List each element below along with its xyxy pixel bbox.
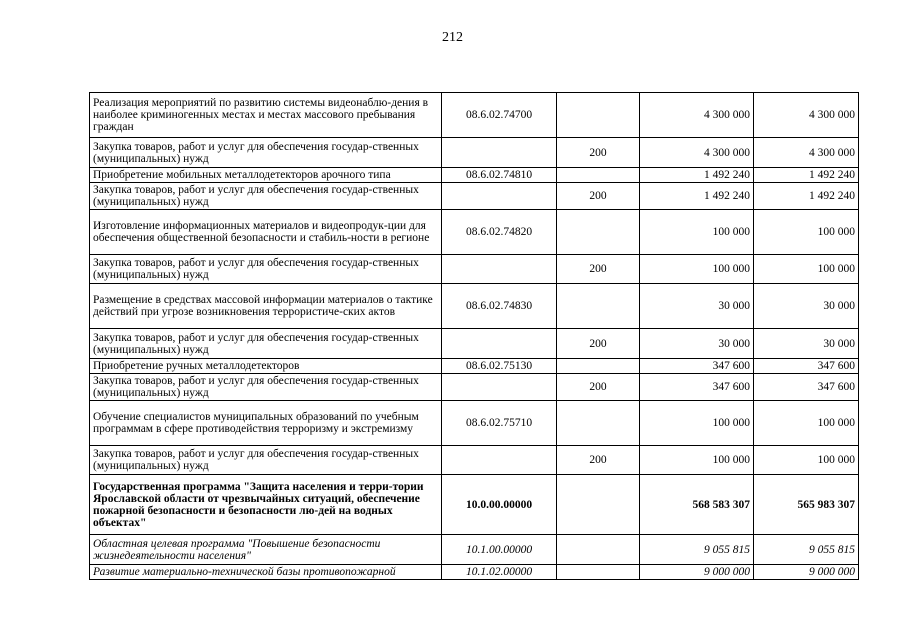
row-code bbox=[442, 329, 557, 359]
row-name: Закупка товаров, работ и услуг для обеспечения государ-ственных (муниципальных) нужд bbox=[90, 255, 442, 284]
table-row bbox=[90, 168, 859, 183]
row-expense-type bbox=[557, 565, 640, 580]
row-expense-type: 200 bbox=[557, 183, 640, 210]
row-code: 08.6.02.74810 bbox=[442, 168, 557, 183]
table-row bbox=[90, 255, 859, 284]
row-name: Закупка товаров, работ и услуг для обеспечения государ-ственных (муниципальных) нужд bbox=[90, 329, 442, 359]
row-sum-2: 4 300 000 bbox=[754, 138, 859, 168]
row-code: 10.0.00.00000 bbox=[442, 475, 557, 535]
table-row bbox=[90, 329, 859, 359]
row-expense-type bbox=[557, 535, 640, 565]
row-sum-1: 568 583 307 bbox=[640, 475, 754, 535]
row-name: Обучение специалистов муниципальных образований по учебным программам в сфере противодействия терроризму и экстремизму bbox=[90, 401, 442, 446]
row-name: Областная целевая программа "Повышение безопасности жизнедеятельности населения" bbox=[90, 535, 442, 565]
row-sum-1: 347 600 bbox=[640, 374, 754, 401]
row-sum-1: 30 000 bbox=[640, 284, 754, 329]
row-sum-1: 1 492 240 bbox=[640, 183, 754, 210]
row-sum-1: 30 000 bbox=[640, 329, 754, 359]
row-sum-2: 100 000 bbox=[754, 446, 859, 475]
table-row bbox=[90, 284, 859, 329]
row-code bbox=[442, 255, 557, 284]
row-expense-type: 200 bbox=[557, 374, 640, 401]
row-sum-1: 4 300 000 bbox=[640, 93, 754, 138]
row-sum-2: 1 492 240 bbox=[754, 183, 859, 210]
row-name: Реализация мероприятий по развитию системы видеонаблю-дения в наиболее криминогенных местах и местах массового пребывания граждан bbox=[90, 93, 442, 138]
row-sum-1: 100 000 bbox=[640, 210, 754, 255]
row-code: 08.6.02.74820 bbox=[442, 210, 557, 255]
row-sum-1: 100 000 bbox=[640, 401, 754, 446]
row-code: 08.6.02.75130 bbox=[442, 359, 557, 374]
row-name: Закупка товаров, работ и услуг для обеспечения государ-ственных (муниципальных) нужд bbox=[90, 446, 442, 475]
page-number: 212 bbox=[442, 30, 463, 45]
row-name: Приобретение мобильных металлодетекторов арочного типа bbox=[90, 168, 442, 183]
row-sum-2: 9 055 815 bbox=[754, 535, 859, 565]
row-expense-type: 200 bbox=[557, 446, 640, 475]
row-sum-2: 9 000 000 bbox=[754, 565, 859, 580]
row-code: 08.6.02.74830 bbox=[442, 284, 557, 329]
row-sum-2: 347 600 bbox=[754, 374, 859, 401]
row-name: Приобретение ручных металлодетекторов bbox=[90, 359, 442, 374]
row-sum-1: 347 600 bbox=[640, 359, 754, 374]
table-row bbox=[90, 475, 859, 535]
table-row bbox=[90, 210, 859, 255]
row-sum-2: 100 000 bbox=[754, 401, 859, 446]
row-sum-1: 1 492 240 bbox=[640, 168, 754, 183]
row-sum-1: 100 000 bbox=[640, 255, 754, 284]
row-sum-2: 1 492 240 bbox=[754, 168, 859, 183]
row-sum-1: 100 000 bbox=[640, 446, 754, 475]
table-row bbox=[90, 446, 859, 475]
row-code bbox=[442, 183, 557, 210]
row-expense-type: 200 bbox=[557, 255, 640, 284]
row-expense-type: 200 bbox=[557, 329, 640, 359]
row-expense-type bbox=[557, 475, 640, 535]
row-code bbox=[442, 138, 557, 168]
row-expense-type bbox=[557, 168, 640, 183]
row-code: 08.6.02.74700 bbox=[442, 93, 557, 138]
row-sum-1: 9 000 000 bbox=[640, 565, 754, 580]
table-row bbox=[90, 374, 859, 401]
row-name: Закупка товаров, работ и услуг для обеспечения государ-ственных (муниципальных) нужд bbox=[90, 138, 442, 168]
budget-table bbox=[89, 92, 859, 580]
row-code bbox=[442, 446, 557, 475]
row-sum-1: 4 300 000 bbox=[640, 138, 754, 168]
row-sum-2: 30 000 bbox=[754, 284, 859, 329]
table-row bbox=[90, 138, 859, 168]
row-name: Размещение в средствах массовой информации материалов о тактике действий при угрозе возникновения террористиче-ских актов bbox=[90, 284, 442, 329]
table-row bbox=[90, 93, 859, 138]
row-expense-type bbox=[557, 401, 640, 446]
row-name: Закупка товаров, работ и услуг для обеспечения государ-ственных (муниципальных) нужд bbox=[90, 183, 442, 210]
row-code bbox=[442, 374, 557, 401]
row-expense-type bbox=[557, 359, 640, 374]
table-row bbox=[90, 565, 859, 580]
row-expense-type: 200 bbox=[557, 138, 640, 168]
row-name: Развитие материально-технической базы противопожарной bbox=[90, 565, 442, 580]
row-sum-2: 100 000 bbox=[754, 210, 859, 255]
row-code: 08.6.02.75710 bbox=[442, 401, 557, 446]
row-sum-2: 100 000 bbox=[754, 255, 859, 284]
row-name: Изготовление информационных материалов и видеопродук-ции для обеспечения общественной безопасности и стабиль-ности в регионе bbox=[90, 210, 442, 255]
row-sum-1: 9 055 815 bbox=[640, 535, 754, 565]
table-row bbox=[90, 535, 859, 565]
row-expense-type bbox=[557, 210, 640, 255]
row-expense-type bbox=[557, 284, 640, 329]
row-code: 10.1.00.00000 bbox=[442, 535, 557, 565]
row-name: Закупка товаров, работ и услуг для обеспечения государ-ственных (муниципальных) нужд bbox=[90, 374, 442, 401]
row-sum-2: 30 000 bbox=[754, 329, 859, 359]
row-sum-2: 4 300 000 bbox=[754, 93, 859, 138]
row-expense-type bbox=[557, 93, 640, 138]
row-sum-2: 565 983 307 bbox=[754, 475, 859, 535]
table-row bbox=[90, 359, 859, 374]
row-sum-2: 347 600 bbox=[754, 359, 859, 374]
row-code: 10.1.02.00000 bbox=[442, 565, 557, 580]
row-name: Государственная программа "Защита населения и терри-тории Ярославской области от чрезвычайных ситуаций, обеспечение пожарной безопасности и безопасности лю-дей на водных объектах" bbox=[90, 475, 442, 535]
table-row bbox=[90, 401, 859, 446]
table-row bbox=[90, 183, 859, 210]
table-body bbox=[90, 93, 859, 580]
